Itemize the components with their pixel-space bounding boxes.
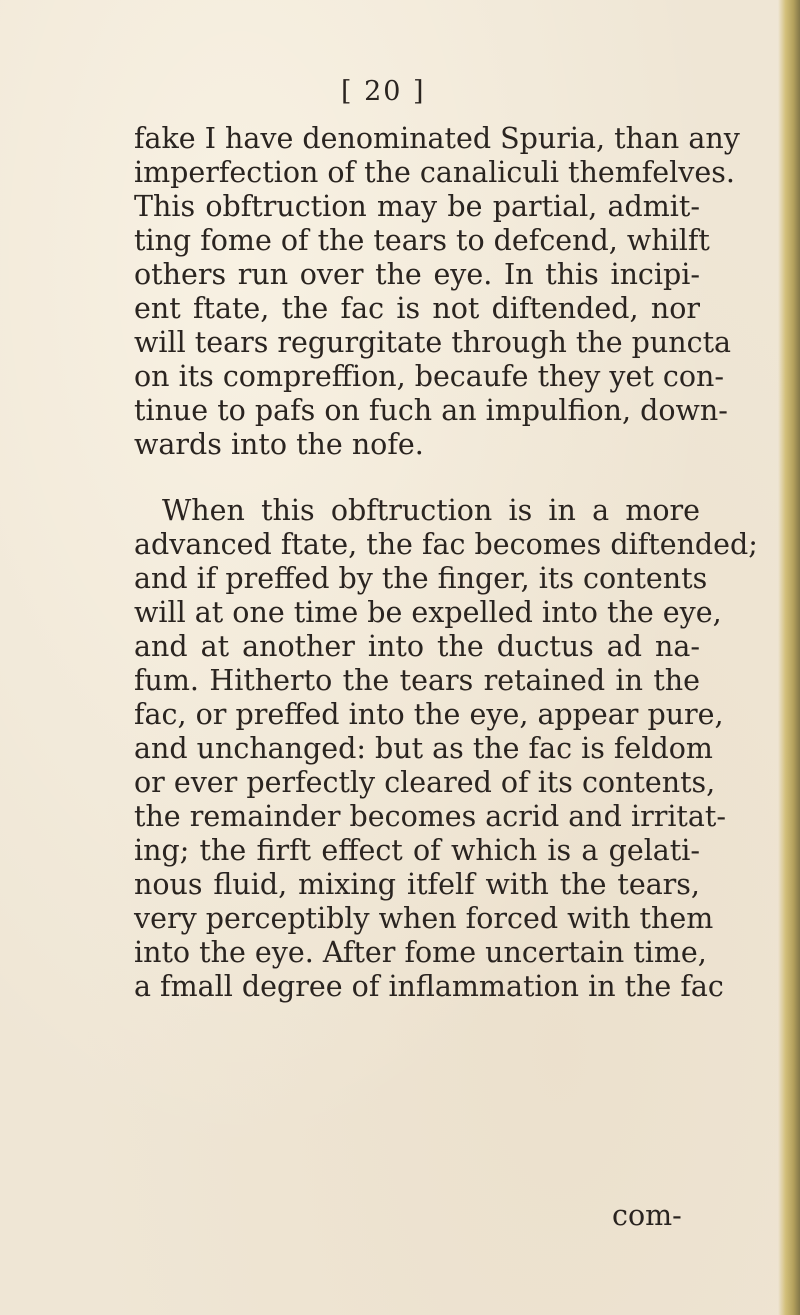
- text-line: very perceptibly when forced with them: [134, 902, 714, 935]
- body-text: [134, 122, 758, 1004]
- text-line: will at one time be expelled into the eye,: [134, 596, 722, 629]
- text-line: and unchanged: but as the fac is feldom: [134, 732, 713, 765]
- text-line: wards into the nofe.: [134, 428, 424, 461]
- text-line: ing; the firft effect of which is a gelati-: [134, 834, 700, 867]
- text-line: fum. Hitherto the tears retained in the: [134, 664, 700, 697]
- text-line: will tears regurgitate through the puncta: [134, 326, 732, 359]
- text-line: ting fome of the tears to defcend, whilft: [134, 224, 710, 257]
- page-number: [ 20 ]: [341, 76, 426, 107]
- text-line: When this obftruction is in a more: [162, 494, 700, 527]
- text-line: nous fluid, mixing itfelf with the tears,: [134, 868, 700, 901]
- text-line: imperfection of the canaliculi themfelves.: [134, 156, 735, 189]
- text-line: tinue to pafs on fuch an impulfion, down-: [134, 394, 728, 427]
- text-line: fac, or preffed into the eye, appear pure,: [134, 698, 724, 731]
- text-line: into the eye. After fome uncertain time,: [134, 936, 707, 969]
- text-line: fake I have denominated Spuria, than any: [134, 122, 740, 155]
- text-line: others run over the eye. In this incipi-: [134, 258, 700, 291]
- text-line: and if preffed by the finger, its contents: [134, 562, 708, 595]
- text-line: or ever perfectly cleared of its contents,: [134, 766, 716, 799]
- text-line: a fmall degree of inflammation in the fac: [134, 970, 724, 1003]
- text-line: ent ftate, the fac is not diftended, nor: [134, 292, 700, 325]
- text-line: This obftruction may be partial, admit-: [134, 190, 700, 223]
- catchword: com-: [612, 1199, 682, 1232]
- text-line: and at another into the ductus ad na-: [134, 630, 700, 663]
- page-binding-edge: [778, 0, 800, 1315]
- text-line: the remainder becomes acrid and irritat-: [134, 800, 726, 833]
- text-line: on its compreffion, becaufe they yet con-: [134, 360, 725, 393]
- paragraph-gap: [134, 462, 700, 494]
- text-line: advanced ftate, the fac becomes diftended;: [134, 528, 758, 561]
